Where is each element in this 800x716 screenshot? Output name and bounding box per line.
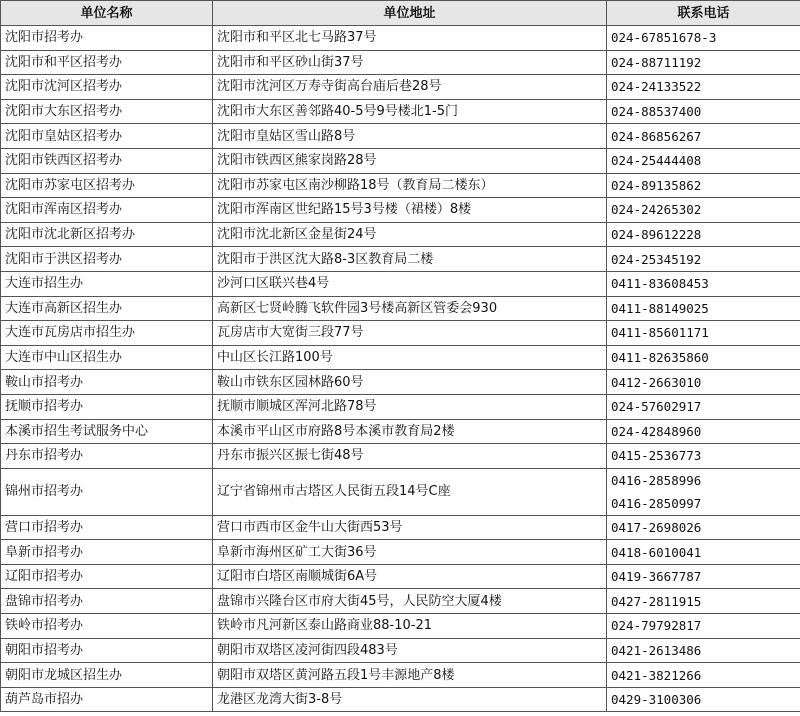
phone-number: 0419-3667787 — [611, 569, 702, 585]
unit-address-cell: 鞍山市铁东区园林路60号 — [213, 370, 607, 395]
unit-address-cell: 沈阳市和平区北七马路37号 — [213, 26, 607, 51]
table-row — [1, 148, 800, 173]
unit-name-cell: 沈阳市大东区招考办 — [1, 99, 213, 124]
phone-cell — [607, 370, 800, 395]
table-row — [1, 444, 800, 469]
phone-cell — [607, 589, 800, 614]
phone-number: 024-25444408 — [611, 153, 702, 169]
phone-cell — [607, 345, 800, 370]
phone-cell — [607, 564, 800, 589]
table-row — [1, 687, 800, 712]
unit-address-cell: 沈阳市皇姑区雪山路8号 — [213, 124, 607, 149]
phone-number: 0429-3100306 — [611, 692, 702, 708]
unit-name-cell: 营口市招考办 — [1, 515, 213, 540]
table-row — [1, 468, 800, 515]
unit-name-cell: 大连市瓦房店市招生办 — [1, 321, 213, 346]
phone-cell — [607, 468, 800, 515]
phone-number: 024-89135862 — [611, 177, 702, 193]
unit-name-cell: 沈阳市浑南区招考办 — [1, 198, 213, 223]
unit-address-cell: 沈阳市大东区善邻路40-5号9号楼北1-5门 — [213, 99, 607, 124]
table-row — [1, 321, 800, 346]
unit-name-cell: 沈阳市苏家屯区招考办 — [1, 173, 213, 198]
unit-address-cell: 朝阳市双塔区凌河街四段483号 — [213, 638, 607, 663]
header-phone: 联系电话 — [607, 1, 800, 26]
unit-name-cell: 沈阳市于洪区招考办 — [1, 247, 213, 272]
phone-cell — [607, 26, 800, 51]
phone-cell — [607, 321, 800, 346]
unit-address-cell: 龙港区龙湾大街3-8号 — [213, 687, 607, 712]
table-row — [1, 99, 800, 124]
unit-address-cell: 沈阳市浑南区世纪路15号3号楼（裙楼）8楼 — [213, 198, 607, 223]
unit-address-cell: 沈阳市苏家屯区南沙柳路18号（教育局二楼东） — [213, 173, 607, 198]
unit-name-cell: 沈阳市皇姑区招考办 — [1, 124, 213, 149]
phone-number: 024-86856267 — [611, 128, 702, 144]
table-row — [1, 75, 800, 100]
table-row — [1, 345, 800, 370]
unit-name-cell: 大连市招生办 — [1, 271, 213, 296]
unit-address-cell: 沈阳市于洪区沈大路8-3区教育局二楼 — [213, 247, 607, 272]
table-row — [1, 515, 800, 540]
table-row — [1, 564, 800, 589]
unit-address-cell: 沈阳市和平区砂山街37号 — [213, 50, 607, 75]
table-row — [1, 50, 800, 75]
table-row — [1, 271, 800, 296]
phone-cell — [607, 663, 800, 688]
table-row — [1, 540, 800, 565]
phone-number: 0415-2536773 — [611, 448, 702, 464]
table-row — [1, 222, 800, 247]
phone-cell — [607, 444, 800, 469]
unit-name-cell: 沈阳市和平区招考办 — [1, 50, 213, 75]
phone-cell — [607, 99, 800, 124]
table-row — [1, 394, 800, 419]
unit-name-cell: 沈阳市沈北新区招考办 — [1, 222, 213, 247]
phone-number: 0411-85601171 — [611, 325, 709, 341]
unit-name-cell: 大连市高新区招生办 — [1, 296, 213, 321]
unit-name-cell: 盘锦市招考办 — [1, 589, 213, 614]
table-row — [1, 124, 800, 149]
table-row — [1, 247, 800, 272]
unit-address-cell: 丹东市振兴区振七街48号 — [213, 444, 607, 469]
phone-cell — [607, 515, 800, 540]
table-row — [1, 419, 800, 444]
unit-name-cell: 鞍山市招考办 — [1, 370, 213, 395]
table-row — [1, 638, 800, 663]
phone-number: 0427-2811915 — [611, 593, 702, 609]
unit-name-cell: 抚顺市招考办 — [1, 394, 213, 419]
phone-number: 024-24265302 — [611, 202, 702, 218]
unit-address-cell: 沈阳市沈北新区金星街24号 — [213, 222, 607, 247]
phone-cell — [607, 124, 800, 149]
unit-name-cell: 本溪市招生考试服务中心 — [1, 419, 213, 444]
phone-cell — [607, 271, 800, 296]
phone-number: 0411-88149025 — [611, 300, 709, 316]
unit-name-cell: 葫芦岛市招办 — [1, 687, 213, 712]
unit-name-cell: 朝阳市招考办 — [1, 638, 213, 663]
table-row — [1, 26, 800, 51]
phone-number: 0418-6010041 — [611, 544, 702, 560]
unit-address-cell: 中山区长江路100号 — [213, 345, 607, 370]
table-row — [1, 663, 800, 688]
phone-number: 024-79792817 — [611, 618, 702, 634]
phone-number: 0421-2613486 — [611, 642, 702, 658]
phone-number: 0417-2698026 — [611, 519, 702, 535]
phone-number: 0416-2858996 — [611, 472, 702, 488]
unit-address-cell: 阜新市海州区矿工大街36号 — [213, 540, 607, 565]
unit-address-cell: 沈阳市铁西区熊家岗路28号 — [213, 148, 607, 173]
phone-cell — [607, 148, 800, 173]
phone-cell — [607, 50, 800, 75]
table-row — [1, 198, 800, 223]
table-row — [1, 296, 800, 321]
unit-address-cell: 辽宁省锦州市古塔区人民街五段14号C座 — [213, 468, 607, 515]
phone-cell — [607, 540, 800, 565]
table-row — [1, 614, 800, 639]
phone-number: 024-24133522 — [611, 79, 702, 95]
phone-cell — [607, 638, 800, 663]
phone-number: 0412-2663010 — [611, 374, 702, 390]
unit-name-cell: 沈阳市招考办 — [1, 26, 213, 51]
phone-number: 0411-82635860 — [611, 350, 709, 366]
phone-number: 024-25345192 — [611, 251, 702, 267]
phone-number: 0421-3821266 — [611, 667, 702, 683]
unit-name-cell: 沈阳市沈河区招考办 — [1, 75, 213, 100]
phone-number: 024-67851678-3 — [611, 30, 717, 46]
phone-cell — [607, 687, 800, 712]
table-body — [1, 26, 800, 712]
phone-number: 024-42848960 — [611, 423, 702, 439]
unit-address-cell: 朝阳市双塔区黄河路五段1号丰源地产8楼 — [213, 663, 607, 688]
unit-address-cell: 瓦房店市大宽街三段77号 — [213, 321, 607, 346]
phone-cell — [607, 614, 800, 639]
phone-number: 0411-83608453 — [611, 276, 709, 292]
phone-number: 0416-2850997 — [611, 495, 702, 511]
unit-name-cell: 铁岭市招考办 — [1, 614, 213, 639]
phone-number: 024-88711192 — [611, 54, 702, 70]
unit-address-cell: 辽阳市白塔区南顺城街6A号 — [213, 564, 607, 589]
phone-cell — [607, 296, 800, 321]
phone-number: 024-89612228 — [611, 227, 702, 243]
table-row — [1, 173, 800, 198]
unit-address-cell: 本溪市平山区市府路8号本溪市教育局2楼 — [213, 419, 607, 444]
unit-address-cell: 铁岭市凡河新区泰山路商业88-10-21 — [213, 614, 607, 639]
phone-cell — [607, 222, 800, 247]
unit-address-cell: 沙河口区联兴巷4号 — [213, 271, 607, 296]
phone-cell — [607, 247, 800, 272]
unit-name-cell: 阜新市招考办 — [1, 540, 213, 565]
phone-number: 024-57602917 — [611, 399, 702, 415]
phone-number: 024-88537400 — [611, 104, 702, 120]
unit-name-cell: 锦州市招考办 — [1, 468, 213, 515]
phone-cell — [607, 173, 800, 198]
unit-name-cell: 丹东市招考办 — [1, 444, 213, 469]
table-row — [1, 589, 800, 614]
unit-name-cell: 朝阳市龙城区招生办 — [1, 663, 213, 688]
unit-name-cell: 大连市中山区招生办 — [1, 345, 213, 370]
unit-name-cell: 沈阳市铁西区招考办 — [1, 148, 213, 173]
unit-name-cell: 辽阳市招考办 — [1, 564, 213, 589]
unit-address-cell: 抚顺市顺城区浑河北路78号 — [213, 394, 607, 419]
phone-cell — [607, 394, 800, 419]
unit-address-cell: 高新区七贤岭腾飞软件园3号楼高新区管委会930 — [213, 296, 607, 321]
unit-address-cell: 营口市西市区金牛山大街西53号 — [213, 515, 607, 540]
header-unit-name: 单位名称 — [1, 1, 213, 26]
phone-cell — [607, 198, 800, 223]
phone-cell — [607, 419, 800, 444]
unit-address-cell: 沈阳市沈河区万寿寺街高台庙后巷28号 — [213, 75, 607, 100]
unit-address-cell: 盘锦市兴隆台区市府大街45号，人民防空大厦4楼 — [213, 589, 607, 614]
table-row — [1, 370, 800, 395]
phone-cell — [607, 75, 800, 100]
header-row — [1, 1, 800, 26]
header-unit-address: 单位地址 — [213, 1, 607, 26]
